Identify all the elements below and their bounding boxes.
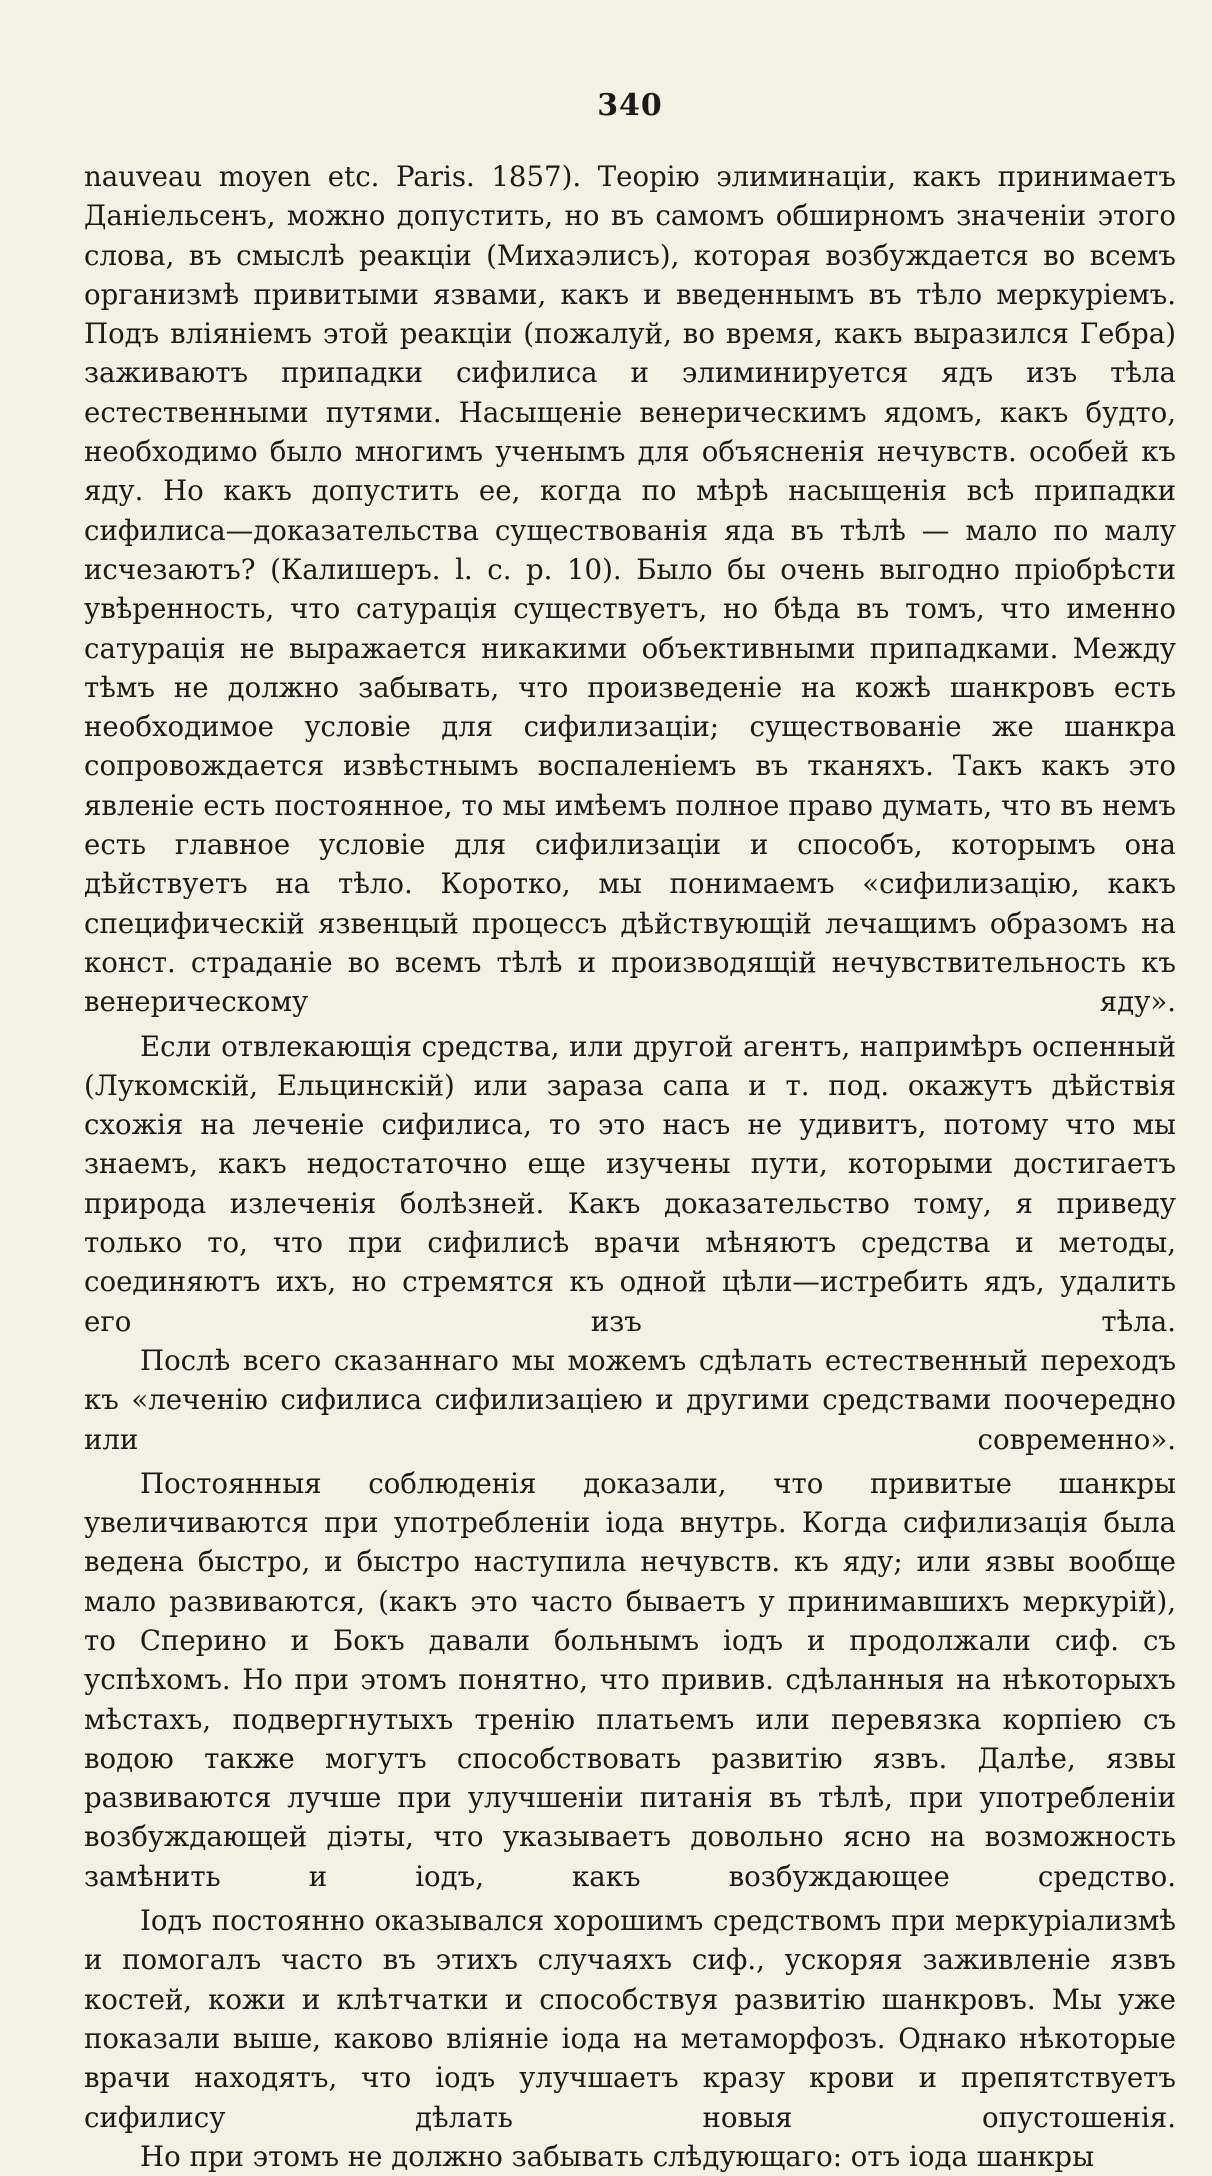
page-number: 340 [597, 88, 663, 123]
paragraph: Но при этомъ не должно забывать слѣдующаго: отъ іода шанкры [140, 2139, 1095, 2173]
body-text [84, 157, 1176, 2176]
paragraph: Если отвлекающія средства, или другой агентъ, напримѣръ оспенный (Лукомскій, Ельцинскій) или зараза сапа и т. под. окажутъ дѣйствія схожія на леченіе сифилиса, то это насъ не удивитъ, потому что мы знаемъ, какъ недостаточно еще изучены пути, которыми достигаетъ природа излеченія болѣзней. Какъ доказательство тому, я приведу только то, что при сифилисѣ врачи мѣняютъ средства и методы, соединяютъ ихъ, но стремятся къ одной цѣли—истребить ядъ, удалить его изъ тѣла. [84, 1029, 1176, 1338]
paragraph: nauveau moyen etc. Paris. 1857). Теорію элиминаціи, какъ принимаетъ Даніельсенъ, можно допустить, но въ самомъ обширномъ значеніи этого слова, въ смыслѣ реакціи (Михаэлисъ), которая возбуждается во всемъ организмѣ привитыми язвами, какъ и введеннымъ въ тѣло меркуріемъ. Подъ вліяніемъ этой реакціи (пожалуй, во время, какъ выразился Гебра) заживаютъ припадки сифилиса и элиминируется ядъ изъ тѣла естественными путями. Насыщеніе венерическимъ ядомъ, какъ будто, необходимо было многимъ ученымъ для объясненія нечувств. особей къ яду. Но какъ допустить ее, когда по мѣрѣ насыщенія всѣ припадки сифилиса—доказательства существованія яда въ тѣлѣ — мало по малу исчезаютъ? (Калишеръ. l. c. p. 10). Было бы очень выгодно пріобрѣсти увѣренность, что сатурація существуетъ, но бѣда въ томъ, что именно сатурація не выражается никакими объективными припадками. Между тѣмъ не должно забывать, что произведеніе на кожѣ шанкровъ есть необходимое условіе для сифилизаціи; существованіе же шанкра сопровождается извѣстнымъ воспаленіемъ въ тканяхъ. Такъ какъ это явленіе есть постоянное, то мы имѣемъ полное право думать, что въ немъ есть главное условіе для сифилизаціи и способъ, которымъ она дѣйствуетъ на тѣло. Коротко, мы понимаемъ «сифилизацію, какъ специфическій язвенцый процессъ дѣйствующій лечащимъ образомъ на конст. страданіе во всемъ тѣлѣ и производящій нечувствительность къ венерическому яду». [84, 160, 1176, 1019]
paragraph: Постоянныя соблюденія доказали, что привитые шанкры увеличиваются при употребленіи іода внутрь. Когда сифилизація была ведена быстро, и быстро наступила нечувств. къ яду; или язвы вообще мало развиваются, (какъ это часто бываетъ у принимавшихъ меркурій), то Сперино и Бокъ давали больнымъ іодъ и продолжали сиф. съ успѣхомъ. Но при этомъ понятно, что привив. сдѣланныя на нѣкоторыхъ мѣстахъ, подвергнутыхъ тренію платьемъ или перевязка корпіею съ водою также могутъ способствовать развитію язвъ. Далѣе, язвы развиваются лучше при улучшеніи питанія въ тѣлѣ, при употребленіи возбуждающей діэты, что указываетъ довольно ясно на возможность замѣнить и іодъ, какъ возбуждающее средство. [84, 1466, 1176, 1893]
paragraph: Послѣ всего сказаннаго мы можемъ сдѣлать естественный переходъ къ «леченію сифилиса сифилизаціею и другими средствами поочередно или современно». [84, 1343, 1176, 1456]
paragraph: Іодъ постоянно оказывался хорошимъ средствомъ при меркуріализмѣ и помогалъ часто въ этихъ случаяхъ сиф., ускоряя заживленіе язвъ костей, кожи и клѣтчатки и способствуя развитію шанкровъ. Мы уже показали выше, каково вліяніе іода на метаморфозъ. Однако нѣкоторые врачи находятъ, что іодъ улучшаетъ кразу крови и препятствуетъ сифилису дѣлать новыя опустошенія. [84, 1904, 1176, 2134]
